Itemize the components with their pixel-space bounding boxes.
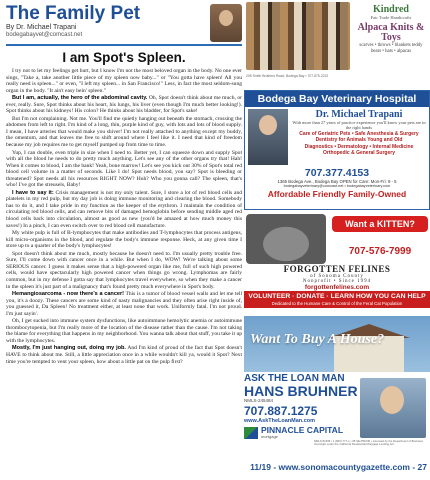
loan-officer-name: HANS BRUHNER [244,383,358,399]
paragraph-lead: But I am, actually, the hero of the abdominal cavity. [12,95,148,102]
loan-website[interactable]: www.AskTheLoanMan.com [244,418,316,424]
kindred-logo: Kindred [373,4,409,15]
article-paragraph [6,291,242,317]
kitten-org-name: FORGOTTEN FELINES [283,264,391,274]
ad-forgotten-felines[interactable] [244,212,430,312]
vet-doctor-name: Dr. Michael Trapani [315,109,403,120]
column-header [6,4,242,46]
kitten-org-note: Nonprofit • Since 1994 [302,279,372,284]
paragraph-text: Yup, I can double, even triple in size when I need to. Better yet, I can squeeze down and supply Spot with all the blood he needs to do pretty much anything. Let's see any of the other organs try that! Hah! When it comes to blood, I am the bank! Yeah, bone marrow! Let's see you kick out 30% of Spot's total red blood cell volume in a matter of seconds. Like I do! Spot needs blood, you say? Spot is bleeding or threatened? Spot needs all his resources RIGHT NOW? Huh? Who you gonna call? The spleen, that's who! I've got the streusels, Baby! [6,149,242,189]
loan-ask-heading: ASK THE LOAN MAN [244,373,345,384]
paragraph-text: My white pulp is full of B-lymphocytes that make antibodies and T-lymphocytes that process antigens, kill micro-organisms in the blood, and regulate the body's immune response. Heck, at any given time I store up to a quarter of the body's lymphocytes! [6,230,242,250]
vet-email[interactable]: bodegabayveterinary@comcast.net • bodegabayveterinary.com [283,184,391,189]
paragraph-lead: Mostly, I'm just hanging out, doing my job. [12,345,126,352]
column-byline: By Dr. Michael Trapani [6,24,77,31]
author-photo [210,4,242,42]
article-paragraph [6,251,242,290]
ad-loan-man[interactable] [244,374,430,460]
vet-services [292,131,426,156]
kitten-mission: Dedicated to the Humane Care & Control of the Feral Cat Population [244,300,430,308]
loan-legal-text: NMLS 81395 • 1 (800) 777-1 • 38 SE P51030 • Licensed by the Department of Business Oversight under the California Residential Mortgage Lending Act. [314,439,423,447]
paragraph-text: This is a tumor of blood vessel walls and let me tell you, it's a doozy. These cancers are some kind of nasty malignancies and they often arise right inside of, you guessed it, Da Spleen! No treatment either, at least none that work. Uniformly fatal. I'm not proud. I'm just sayin'. [6,291,242,317]
article-body [6,68,242,365]
column-left [6,4,242,472]
alpaca-title: Alpaca Knits & Toys [357,22,425,43]
alpaca-description: scarves • throws • blankets teddy bears • hats • alpacas [359,43,423,54]
article-paragraph [6,95,242,115]
paragraph-text: I try not to let my feelings get hurt, but I know I'm not the most beloved organ in the body. No one ever sings, "Take a, take another little piece of my spleen now baby..." or "You gotta have spleen! All you really need is spleen..." or even, "I left my spleen... in San Francisco!" Less, in fact the most seldom-sung organ in the body. "It ain't easy bein' spleen." [6,68,242,94]
page-footer: 11/19 - www.sonomacountygazette.com - 27 [250,462,427,472]
paragraph-lead: I have to say it: [12,189,54,196]
vet-service-item: Orthopedic & General Surgery [323,149,395,156]
vet-address: 1365 Bodega Ave., Bodega Bay OPEN for Care: Mon-Fri: 9 - 5 [277,179,397,184]
paragraph-text: Oh, Spot doesn't think about me much, or ever, really. Sure, Spot thinks about his heart, his lungs, his liver (even though I'm much better looking!). Spot thinks about his kidneys! His colon? He thinks about his bladder, for Spot's sake! [6,95,242,115]
alpaca-address: 205 Smith Brothers Road, Bodega Bay • 707.875.2222 [246,74,329,78]
vet-tagline: Affordable Friendly Family-Owned [267,189,407,200]
loan-phone[interactable]: 707.887.1275 [244,404,318,418]
paragraph-text: Spot doesn't think about me much, mostly because he doesn't need to. I'm usually pretty trouble free. Sure, I'll come down with cancer once in a while. But when I do, WOW! We're talking about some SERIOUS cancer. I guess it makes sense that a high-powered organ like me, full of such high powered cells, would have spectacularly high powered cancer when things go wrong. Lymphomas are fairly common, but in my defense I gotta say that lymphocytes travel everywhere, so when they make a cancer in the spleen it's just part of a malignancy that's found pretty much everywhere in Spot's body. [6,250,242,290]
ad-alpaca-knits[interactable] [244,0,430,88]
article-paragraph [6,318,242,344]
kitten-phone[interactable]: 707-576-7999 [348,246,412,257]
kindred-subtitle: Fair Trade Handicrafts [370,15,412,20]
paragraph-text: And I'm kind of proud of the fact that Spot doesn't HAVE to think about me. Still, a little appreciation once in a while wouldn't kill ya, would it Spot? Next time you're tempted to vent your spleen, how about a little pat on the pulp first? [6,345,242,365]
paragraph-text: Crisis management is not my only talent. Sure, I store a lot of red blood cells and platelets in my red pulp, but my day job is doing immune monitoring and clearing the blood. Somebody has to do it, and I take pride in my function as the keeper of the erythron. I maintain the condition of circulating red blood cells, and can remove bits of damaged hemoglobin before sending middle aged red blood cells back into circulation, almost as good as new (you'd be amazed at how much money this saves!) In a pinch, I can even switch over to red blood cell manufacture. [6,189,242,229]
ad-buy-house[interactable] [244,316,430,372]
vet-photo [248,109,288,165]
pinnacle-mountain-icon [244,427,258,439]
article-paragraph [6,116,242,149]
kitten-question: Want a KITTEN? [332,216,428,232]
paragraph-text: But I'm not complaining. Not me. You'll find me quietly hanging out beneath the stomach, crossing the abdomen from left to right. I'm kind of a long, thin, purple kind of guy, with lots and lots of blood supply. I mean, I have arteries that would make you shiver! I'm not really attached to anything except my buddy, the omentum, and that leaves me free to shift around where I feel like it. I need that kind of freedom because my job requires me to get myself pumped up from time to time. [6,115,242,149]
pinnacle-sub: mortgage [261,434,278,439]
vet-service-item: Care of Geriatric Pets • Safe Anesthesia & Surgery [299,131,419,137]
vet-experience: With more than 27 years of practice experience you'll know your pets are in the right hands [292,120,426,130]
article-paragraph [6,345,242,365]
article-paragraph [6,150,242,189]
house-headline: Want To Buy A House? [250,332,385,347]
article-paragraph [6,190,242,229]
kitten-volunteer-bar: VOLUNTEER · DONATE · LEARN HOW YOU CAN HELP [244,291,430,300]
kitten-photo [246,214,326,264]
column-title: The Family Pet [6,4,141,24]
kitten-org-sub: of Sonoma County [310,274,364,279]
paragraph-lead: Hemangiosarcoma - now there's a cancer! [12,291,124,298]
column-email[interactable]: bodegabayvet@comcast.net [6,32,83,38]
vet-title: Bodega Bay Veterinary Hospital [245,91,429,107]
kitten-website[interactable]: forgottenfelines.com [304,284,370,291]
ad-veterinary-hospital[interactable] [244,90,430,210]
loan-nmls: NMLS-245484 [244,398,274,403]
pinnacle-name: PINNACLE CAPITAL [261,425,344,435]
ads-column [244,0,430,480]
paragraph-text: Oh, I get sucked into immune system dysfunctions, like autoimmune hemolytic anemia or autoimmune thrombocytopenia, but I'm really more of the location of the disease rather than the cause. I'm not taking the blame for everything that happens in my neighborhood. You wanna talk about that stuff, you take it up with the lymphocytes. [6,318,242,344]
vet-service-item: Dentistry for Animals Young and Old [315,137,403,144]
vet-phone[interactable]: 707.377.4153 [304,167,370,179]
article-paragraph [6,230,242,250]
article-title: I am Spot's Spleen. [62,50,186,65]
vet-service-item: Diagnostics • Dermatology • Internal Medicine [304,143,414,150]
loan-officer-photo [360,378,426,438]
article-paragraph [6,68,242,94]
yarn-photo [246,2,350,70]
